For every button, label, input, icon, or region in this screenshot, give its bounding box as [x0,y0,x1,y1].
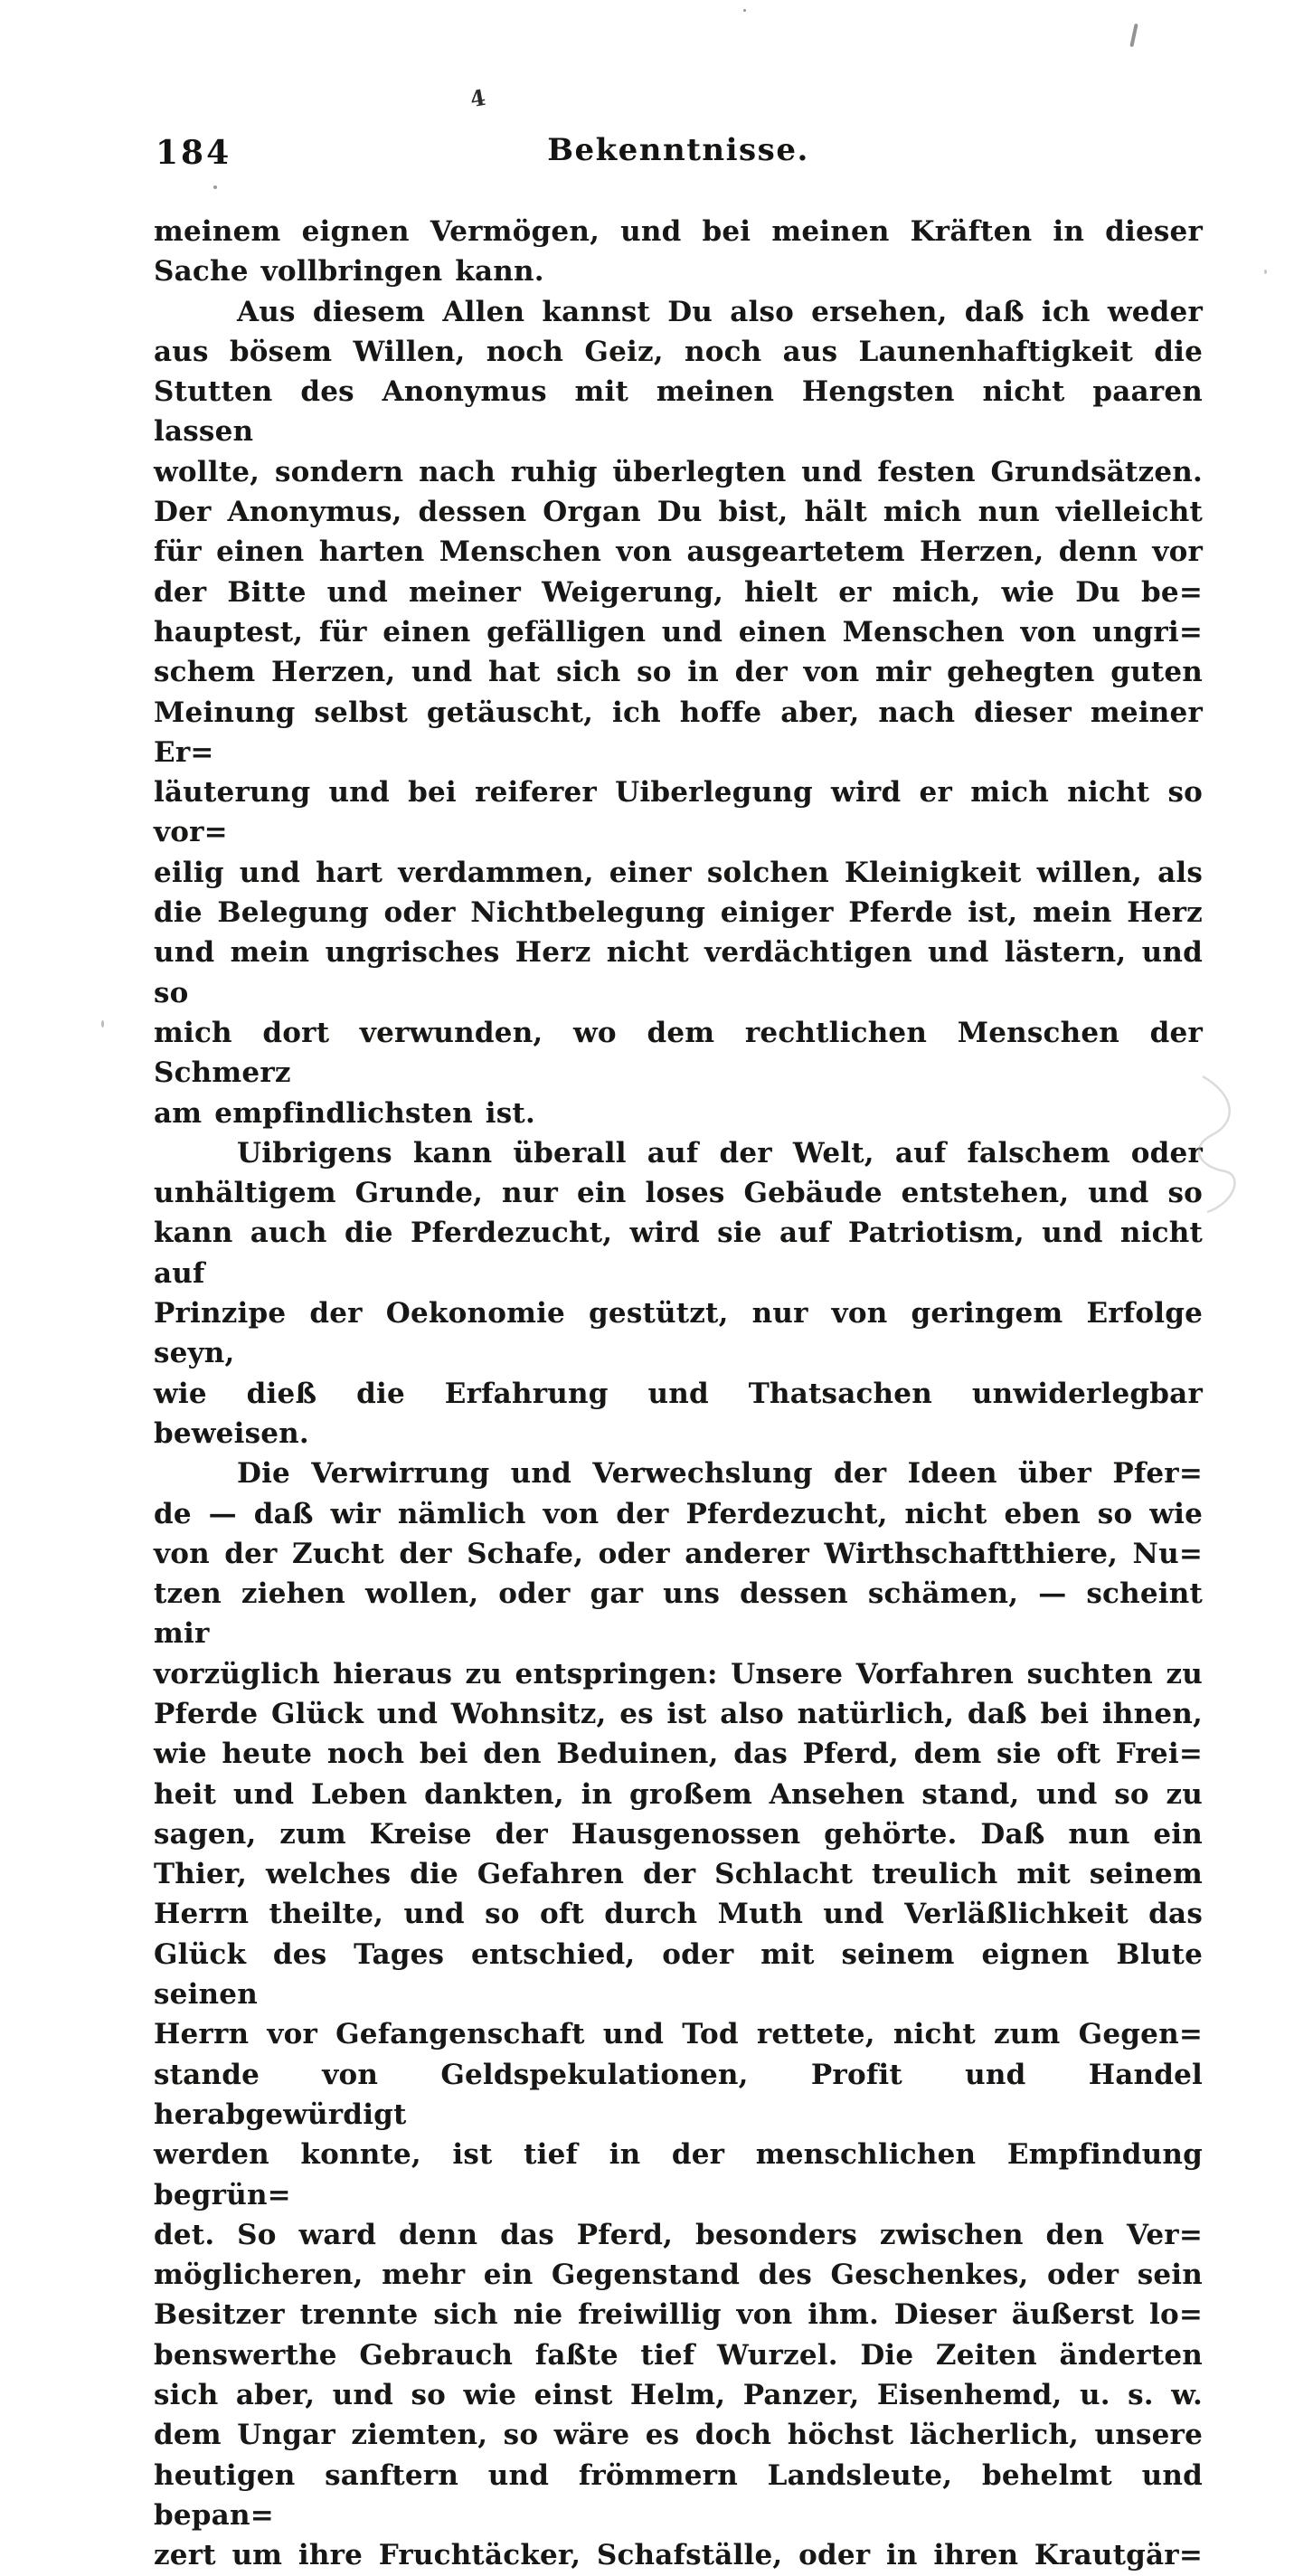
text-line: Pferde Glück und Wohnsitz, es ist also natürlich, daß bei ihnen, [154,1697,1203,1730]
text-line: Herrn theilte, und so oft durch Muth und Verläßlichkeit das [154,1898,1203,1931]
text-line: der Bitte und meiner Weigerung, hielt er mich, wie Du be= [154,575,1203,609]
scan-speck [1129,24,1138,47]
running-header [154,132,1203,175]
text-line: Prinzipe der Oekonomie gestützt, nur von geringem Erfolge seyn, [154,1297,1203,1370]
scan-speck [743,9,746,12]
text-line: Die Verwirrung und Verwechslung der Ideen über Pfer= [237,1457,1203,1491]
text-line: wie heute noch bei den Beduinen, das Pferd, dem sie oft Frei= [154,1738,1203,1771]
text-line: Thier, welches die Gefahren der Schlacht treulich mit seinem [154,1858,1203,1891]
text-line: Uibrigens kann überall auf der Welt, auf falschem oder [237,1136,1203,1170]
text-line: Meinung selbst getäuscht, ich hoffe aber, nach dieser meiner Er= [154,696,1203,769]
text-line: stande von Geldspekulationen, Profit und Handel herabgewürdigt [154,2058,1203,2131]
text-line: von der Zucht der Schafe, oder anderer Wirthschaftthiere, Nu= [154,1537,1203,1570]
text-line: wie dieß die Erfahrung und Thatsachen unwiderlegbar beweisen. [154,1377,1203,1450]
text-line: meinem eignen Vermögen, und bei meinen Kräften in dieser [154,215,1203,248]
text-line: wollte, sondern nach ruhig überlegten und festen Grundsätzen. [154,455,1203,488]
scan-speck [1264,270,1267,274]
text-line: und mein ungrisches Herz nicht verdächtigen und lästern, und so [154,936,1203,1009]
text-line: heit und Leben dankten, in großem Ansehen stand, und so zu [154,1777,1203,1811]
running-title: Bekenntnisse. [547,132,809,168]
text-line: tzen ziehen wollen, oder gar uns dessen schämen, — scheint mir [154,1577,1203,1651]
ink-mark: 4 [468,83,488,113]
text-line: dem Ungar ziemten, so wäre es doch höchst lächerlich, unsere [154,2419,1203,2452]
text-line: am empfindlichsten ist. [154,1096,535,1130]
text-line: Herrn vor Gefangenschaft und Tod rettete, nicht zum Gegen= [154,2018,1203,2051]
scan-speck [213,185,217,189]
text-line: Stutten des Anonymus mit meinen Hengsten nicht paaren lassen [154,375,1203,449]
paragraph [154,1133,1203,1454]
text-line: Der Anonymus, dessen Organ Du bist, hält mich nun vielleicht [154,496,1203,529]
text-line: Besitzer trennte sich nie freiwillig von ihm. Dieser äußerst lo= [154,2298,1203,2332]
text-line: zert um ihre Fruchtäcker, Schafställe, oder in ihren Krautgär= [154,2539,1203,2572]
text-line: Aus diesem Allen kannst Du also ersehen, daß ich weder [237,295,1203,328]
text-line: möglicheren, mehr ein Gegenstand des Geschenkes, oder sein [154,2259,1203,2292]
paragraph [154,212,1203,292]
text-line: werden konnte, ist tief in der menschlichen Empfindung begrün= [154,2138,1203,2211]
text-line: hauptest, für einen gefälligen und einen Menschen von ungri= [154,615,1203,649]
text-line: Sache vollbringen kann. [154,255,544,289]
text-line: läuterung und bei reiferer Uiberlegung wird er mich nicht so vor= [154,776,1203,849]
paragraph [154,292,1203,1133]
paragraph [154,1454,1203,2575]
page-body [154,212,1203,2576]
text-line: det. So ward denn das Pferd, besonders zwischen den Ver= [154,2218,1203,2251]
page-number: 184 [156,134,232,172]
text-line: aus bösem Willen, noch Geiz, noch aus Launenhaftigkeit die [154,335,1203,368]
text-line: sich aber, und so wie einst Helm, Panzer, Eisenhemd, u. s. w. [154,2379,1203,2412]
text-line: vorzüglich hieraus zu entspringen: Unsere Vorfahren suchten zu [154,1657,1203,1690]
text-line: für einen harten Menschen von ausgeartetem Herzen, denn vor [154,535,1203,569]
text-line: schem Herzen, und hat sich so in der von mir gehegten guten [154,656,1203,689]
text-line: die Belegung oder Nichtbelegung einiger Pferde ist, mein Herz [154,896,1203,930]
text-line: benswerthe Gebrauch faßte tief Wurzel. Die Zeiten änderten [154,2338,1203,2372]
margin-smudge-mark [1148,1067,1257,1248]
text-line: Glück des Tages entschied, oder mit seinem eignen Blute seinen [154,1937,1203,2012]
text-line: unhältigem Grunde, nur ein loses Gebäude entstehen, und so [154,1177,1203,1210]
text-line: mich dort verwunden, wo dem rechtlichen Menschen der Schmerz [154,1016,1203,1090]
text-line: eilig und hart verdammen, einer solchen Kleinigkeit willen, als [154,856,1203,889]
text-line: sagen, zum Kreise der Hausgenossen gehörte. Daß nun ein [154,1817,1203,1851]
scan-speck [101,1020,104,1028]
text-line: heutigen sanftern und frömmern Landsleute, behelmt und bepan= [154,2458,1203,2532]
text-line: kann auch die Pferdezucht, wird sie auf Patriotism, und nicht auf [154,1217,1203,1290]
text-line: de — daß wir nämlich von der Pferdezucht, nicht eben so wie [154,1497,1203,1530]
